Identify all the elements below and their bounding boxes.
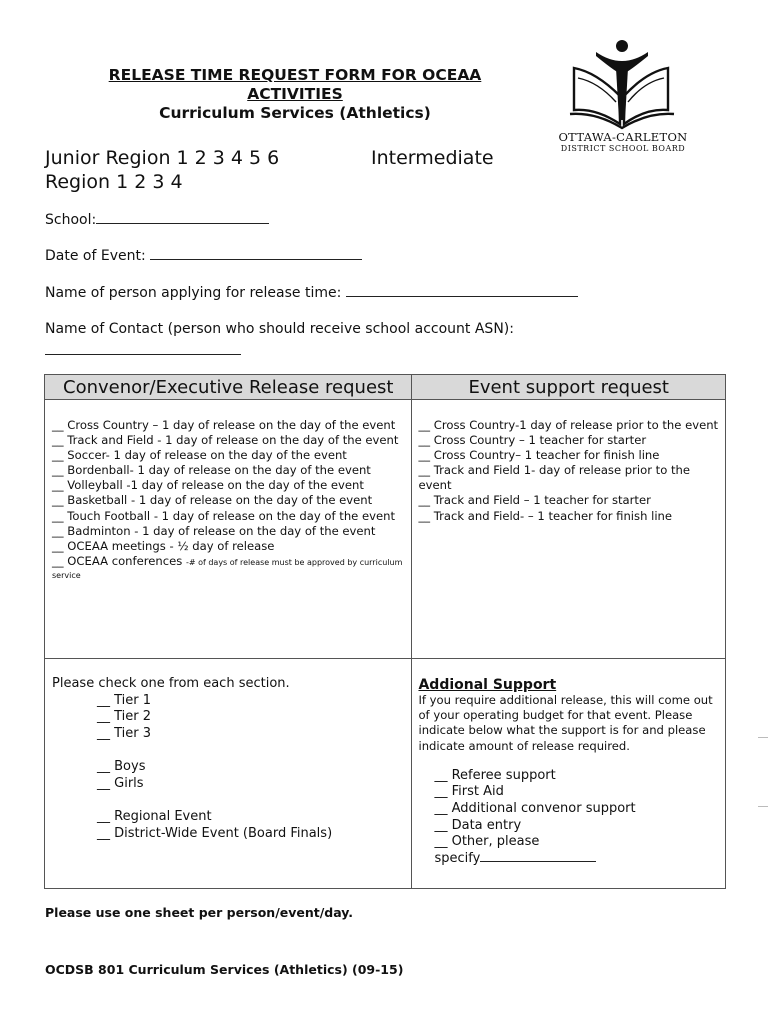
specify-input-line[interactable] [480,860,596,862]
support-list [412,400,725,524]
applicant-input-line[interactable] [346,295,578,297]
convenor-item[interactable]: __ Touch Football - 1 day of release on the day of the event [52,508,396,523]
selection-list [45,659,411,842]
convenor-item[interactable]: __ Badminton - 1 day of release on the day of the event [52,523,376,538]
support-item[interactable]: __ Track and Field 1- day of release prior to the event [418,463,691,493]
additional-support-text: If you require additional release, this will come out of your operating budget for that event. Please indicate below what the support is for and please indicate amount of release required. [418,693,713,753]
intermediate-region[interactable]: Region 1 2 3 4 [45,171,183,193]
support-item[interactable]: __ Cross Country – 1 teacher for starter [418,433,647,448]
event-support-header: Event support request [412,375,726,400]
request-table [44,374,726,889]
event-option[interactable]: __ Regional Event [97,809,212,824]
intermediate-label[interactable]: Intermediate [371,147,494,169]
gender-option[interactable]: __ Girls [97,775,144,791]
school-label: School: [45,212,97,228]
convenor-item[interactable]: __ Volleyball -1 day of release on the day of the event [52,478,364,493]
page-edge-mark [758,737,768,738]
additional-support-heading: Addional Support [418,677,557,693]
school-input-line[interactable] [96,222,269,224]
logo-subtitle: DISTRICT SCHOOL BOARD [560,144,686,153]
additional-item[interactable]: __ Data entry [434,817,522,833]
support-item[interactable]: __ Cross Country-1 day of release prior to the event [418,418,719,432]
junior-region[interactable]: Junior Region 1 2 3 4 5 6 [45,147,280,169]
title-line-1: RELEASE TIME REQUEST FORM FOR OCEAA [108,66,482,84]
event-option[interactable]: __ District-Wide Event (Board Finals) [97,825,333,841]
convenor-item[interactable]: __ Bordenball- 1 day of release on the day of the event [52,463,371,478]
gender-option[interactable]: __ Boys [97,759,146,774]
school-field [45,212,269,228]
event-support-cell [412,400,726,659]
footer-note: Please use one sheet per person/event/day. [45,905,354,920]
specify-label: specify [434,850,481,866]
title-line-2: ACTIVITIES [247,85,343,103]
convenor-header: Convenor/Executive Release request [45,375,412,400]
date-input-line[interactable] [150,258,362,260]
support-item[interactable]: __ Track and Field- – 1 teacher for finish line [418,508,673,523]
page-edge-mark [758,806,768,807]
additional-support [412,659,725,867]
date-field [45,248,362,264]
convenor-item[interactable]: __ Track and Field - 1 day of release on the day of the event [52,433,399,448]
tier-option[interactable]: __ Tier 3 [97,725,152,741]
additional-item[interactable]: __ Other, please [434,834,540,850]
check-prompt: Please check one from each section. [52,676,290,691]
form-subtitle: Curriculum Services (Athletics) [159,104,431,122]
tier-option[interactable]: __ Tier 2 [97,709,152,724]
selection-cell [45,659,412,889]
convenor-cell [45,400,412,659]
region-selection [45,146,545,194]
additional-support-cell [412,659,726,889]
form-code: OCDSB 801 Curriculum Services (Athletics) (09-15) [45,962,404,977]
conferences-item[interactable] [52,554,405,581]
additional-item[interactable]: __ Additional convenor support [434,801,636,816]
conferences-note: -# of days of release must be approved by curriculum service [52,557,403,580]
tier-option[interactable]: __ Tier 1 [97,692,152,708]
contact-input-line[interactable] [45,354,241,355]
applicant-label: Name of person applying for release time: [45,285,342,301]
conferences-label: __ OCEAA conferences [52,553,186,568]
contact-field [45,321,514,337]
convenor-item[interactable]: __ Basketball - 1 day of release on the day of the event [52,493,373,508]
convenor-item[interactable]: __ Soccer- 1 day of release on the day of the event [52,448,347,463]
date-label: Date of Event: [45,248,146,264]
additional-item[interactable]: __ Referee support [434,767,556,783]
additional-item[interactable]: __ First Aid [434,784,504,800]
additional-support-list [418,768,719,868]
contact-label: Name of Contact (person who should receive school account ASN): [45,321,514,337]
convenor-item[interactable]: __ OCEAA meetings - ½ day of release [52,538,275,553]
form-title [45,66,545,123]
specify-field[interactable] [434,851,719,868]
support-item[interactable]: __ Cross Country– 1 teacher for finish line [418,448,660,463]
applicant-field [45,285,578,301]
support-item[interactable]: __ Track and Field – 1 teacher for starter [418,493,651,508]
logo-name: OTTAWA-CARLETON [558,130,688,144]
convenor-item[interactable]: __ Cross Country – 1 day of release on the day of the event [52,418,396,432]
convenor-list [45,400,411,581]
